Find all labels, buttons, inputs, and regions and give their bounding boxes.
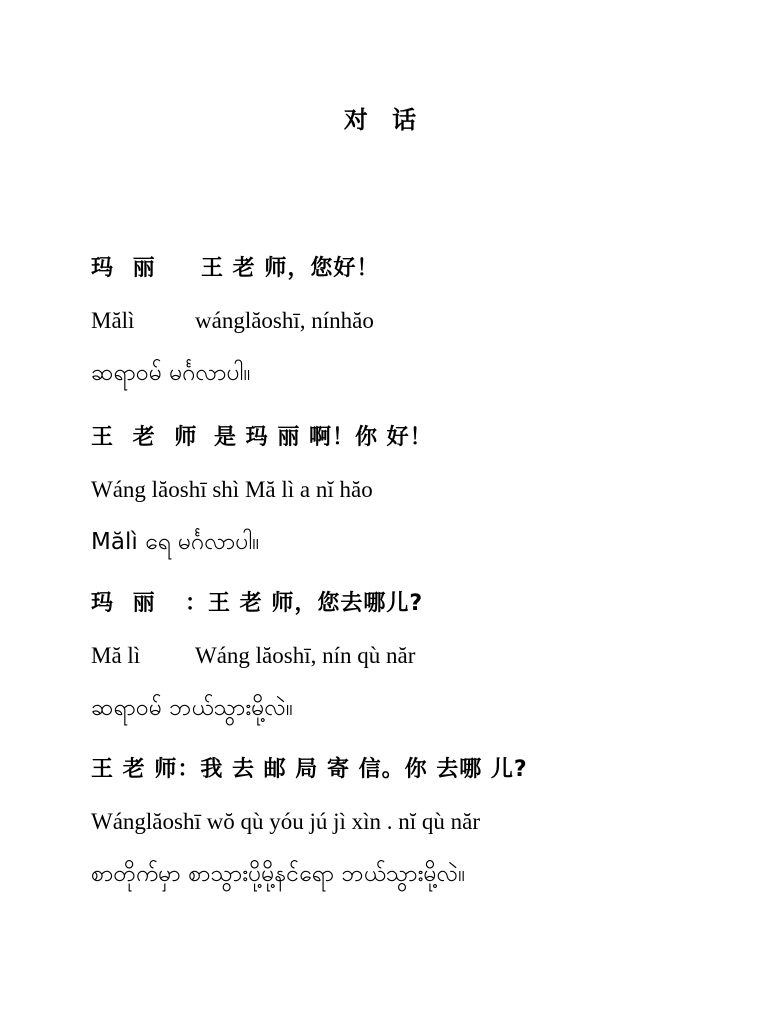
- chinese-text: 是 玛 丽 啊！你 好！: [214, 425, 433, 450]
- chinese-line: [91, 423, 751, 453]
- burmese-text: ဆရာဝမ် ဘယ်သွားမို့လဲ။: [91, 695, 293, 721]
- pinyin-text: wánglăoshī, nínhăo: [195, 308, 374, 333]
- chinese-line: [91, 589, 751, 619]
- chinese-line: [91, 254, 751, 284]
- burmese-text: ဆရာဝမ် မင်္ဂလာပါ။: [91, 360, 251, 386]
- dialogue-line-1: [91, 254, 751, 390]
- burmese-line: [91, 691, 751, 725]
- pinyin-text: Wánglăoshī wŏ qù yóu jú jì xìn . nĭ qù năr: [91, 809, 481, 834]
- pinyin-line: [91, 807, 751, 837]
- chinese-speaker: 玛 丽: [91, 256, 161, 281]
- page-title: [0, 100, 768, 135]
- burmese-line: [91, 857, 751, 891]
- burmese-text: စာတိုက်မှာ စာသွားပို့မို့နင်ရော ဘယ်သွားမို့လဲ။: [91, 861, 466, 887]
- chinese-text: 王 老 师，您好！: [201, 256, 380, 281]
- pinyin-speaker: Mălì: [91, 308, 135, 333]
- title-text: 对 话: [343, 106, 425, 134]
- chinese-text: ：王 老 师，您去哪儿?: [185, 591, 424, 616]
- burmese-line: [91, 356, 751, 390]
- pinyin-line: [91, 475, 751, 505]
- chinese-line: [91, 755, 751, 785]
- dialogue-line-2: [91, 423, 751, 559]
- dialogue-line-3: [91, 589, 751, 725]
- pinyin-text: Wáng lăoshī, nín qù năr: [195, 643, 416, 668]
- chinese-text: 王 老 师：我 去 邮 局 寄 信。你 去哪 儿?: [91, 757, 528, 782]
- dialogue-line-4: [91, 755, 751, 891]
- burmese-line: [91, 525, 751, 559]
- pinyin-speaker: Mă lì: [91, 643, 141, 668]
- pinyin-line: [91, 641, 751, 671]
- chinese-speaker: 玛 丽: [91, 591, 161, 616]
- burmese-text: Mălì ရေ မင်္ဂလာပါ။: [91, 529, 260, 555]
- pinyin-line: [91, 306, 751, 336]
- chinese-speaker: 王 老 师: [91, 425, 203, 450]
- pinyin-text: Wáng lăoshī shì Mă lì a nĭ hăo: [91, 477, 373, 502]
